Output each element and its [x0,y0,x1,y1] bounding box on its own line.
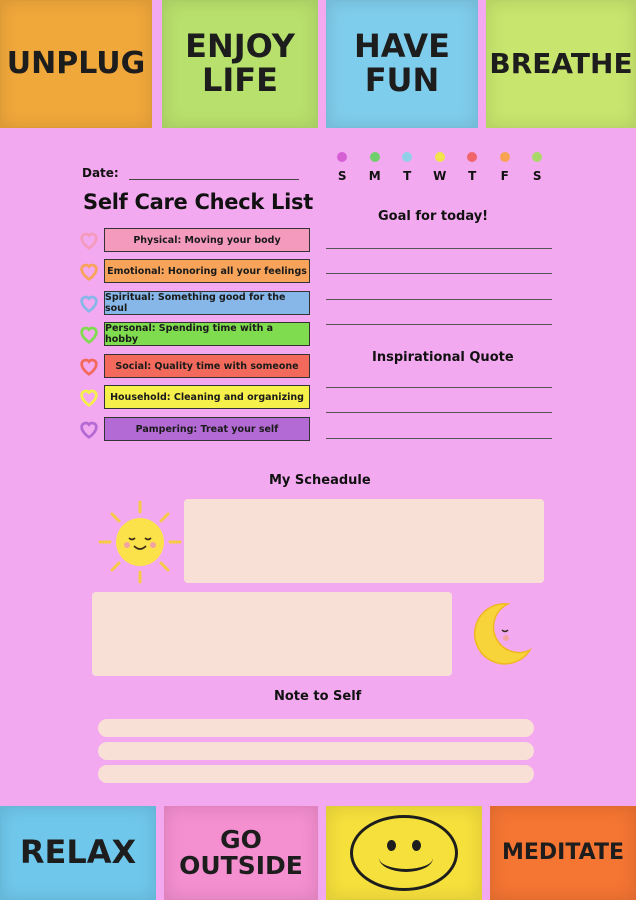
goal-line[interactable] [326,324,552,325]
weekday-tracker [326,152,554,183]
note-unplug: UNPLUG [0,0,152,128]
day-dot [337,152,347,162]
day-thursday[interactable] [456,152,489,183]
day-dot [500,152,510,162]
moon-icon [464,598,536,670]
checklist-label: Pampering: Treat your self [104,417,310,441]
note-line[interactable] [98,765,534,783]
heart-icon[interactable] [78,418,100,440]
note-relax: RELAX [0,806,156,900]
day-label: M [368,169,381,183]
day-dot [370,152,380,162]
note-smiley [326,806,482,900]
checklist-item-social[interactable] [78,354,310,378]
day-label: F [500,169,509,183]
day-tuesday[interactable] [391,152,424,183]
note-breathe: BREATHE [486,0,636,128]
smiley-face-icon [350,815,458,891]
checklist-item-household[interactable] [78,385,310,409]
day-dot [435,152,445,162]
heart-icon[interactable] [78,229,100,251]
checklist-label: Personal: Spending time with a hobby [104,322,310,346]
schedule-heading: My Scheadule [269,473,371,488]
heart-icon[interactable] [78,355,100,377]
checklist-label: Emotional: Honoring all your feelings [104,259,310,283]
checklist-item-personal[interactable] [78,322,310,346]
checklist-label: Household: Cleaning and organizing [104,385,310,409]
day-sunday[interactable] [326,152,359,183]
day-friday[interactable] [489,152,522,183]
day-label: T [468,169,477,183]
note-line[interactable] [98,719,534,737]
day-label: W [433,169,447,183]
quote-line[interactable] [326,387,552,388]
day-saturday[interactable] [521,152,554,183]
goal-line[interactable] [326,299,552,300]
page-title: Self Care Check List [83,190,313,214]
sun-icon [98,500,182,584]
note-heading: Note to Self [274,689,362,704]
schedule-evening-box[interactable] [92,592,452,676]
note-go-outside: GO OUTSIDE [164,806,318,900]
date-label: Date: [82,166,119,180]
quote-line[interactable] [326,412,552,413]
checklist-item-pampering[interactable] [78,417,310,441]
day-dot [402,152,412,162]
day-label: T [403,169,412,183]
checklist-item-spiritual[interactable] [78,291,310,315]
checklist-label: Spiritual: Something good for the soul [104,291,310,315]
goal-line[interactable] [326,273,552,274]
heart-icon[interactable] [78,260,100,282]
day-dot [467,152,477,162]
schedule-morning-box[interactable] [184,499,544,583]
day-label: S [337,169,347,183]
heart-icon[interactable] [78,323,100,345]
checklist-label: Social: Quality time with someone [104,354,310,378]
heart-icon[interactable] [78,386,100,408]
date-line[interactable] [129,168,299,180]
day-monday[interactable] [359,152,392,183]
heart-icon[interactable] [78,292,100,314]
day-wednesday[interactable] [424,152,457,183]
note-have-fun: HAVE FUN [326,0,478,128]
day-dot [532,152,542,162]
note-line[interactable] [98,742,534,760]
goal-line[interactable] [326,248,552,249]
quote-line[interactable] [326,438,552,439]
checklist-label: Physical: Moving your body [104,228,310,252]
note-enjoy-life: ENJOY LIFE [162,0,318,128]
date-field [82,166,299,180]
checklist-item-physical[interactable] [78,228,310,252]
note-meditate: MEDITATE [490,806,636,900]
goal-heading: Goal for today! [378,209,489,224]
day-label: S [532,169,542,183]
quote-heading: Inspirational Quote [372,350,514,365]
checklist-item-emotional[interactable] [78,259,310,283]
